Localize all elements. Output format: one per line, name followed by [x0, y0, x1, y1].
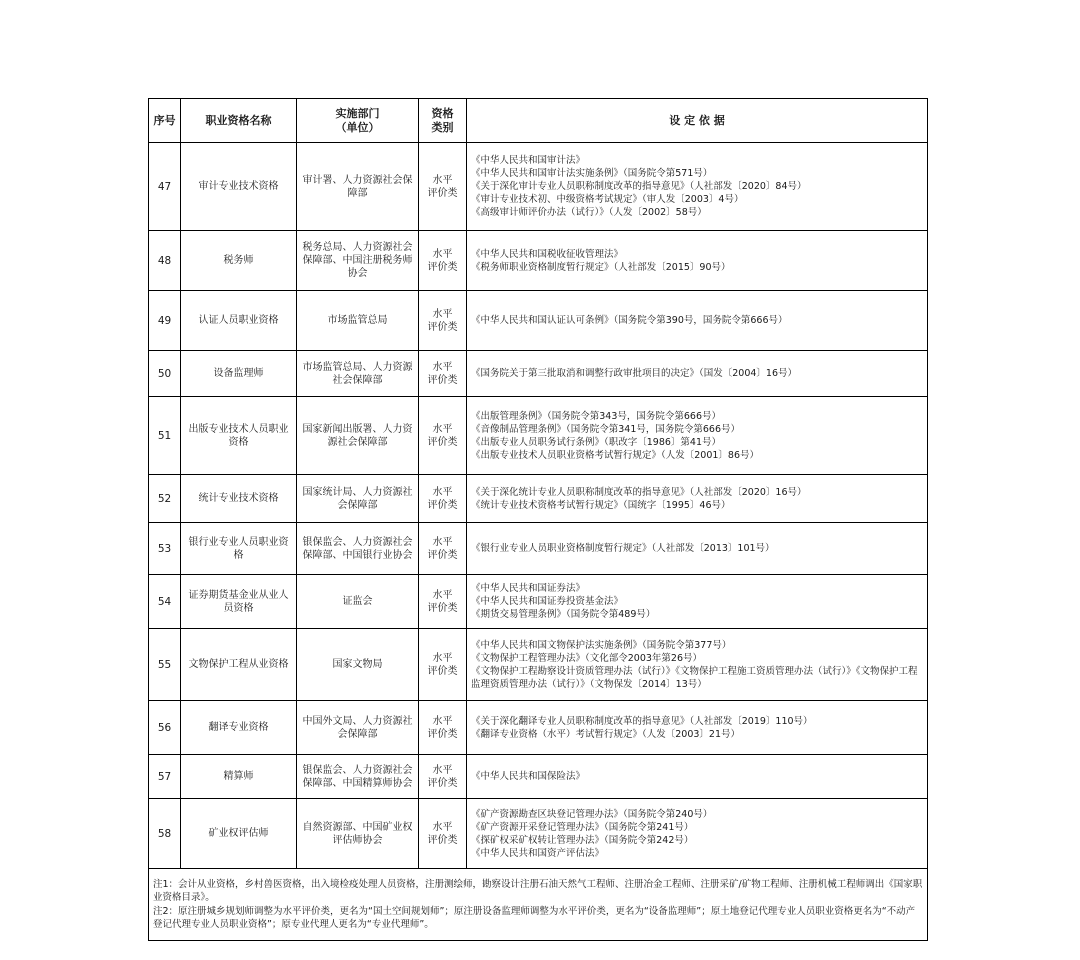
- table-row: [149, 475, 928, 523]
- notes-cell: [149, 869, 928, 941]
- basis-line: 《关于深化统计专业人员职称制度改革的指导意见》（人社部发〔2020〕16号）: [471, 486, 807, 498]
- note-2: 注2：原注册城乡规划师调整为水平评价类，更名为“国土空间规划师”；原注册设备监理师调整为水平评价类，更名为“设备监理师”；原土地登记代理专业人员职业资格更名为“不动产登记代理专业人员职业资格”；原专业代理人更名为“专业代理师”。: [153, 905, 916, 930]
- header-basis: 设 定 依 据: [467, 99, 928, 143]
- legal-basis: [467, 231, 928, 291]
- implementing-dept: 国家文物局: [297, 629, 419, 701]
- basis-line: 《国务院关于第三批取消和调整行政审批项目的决定》（国发〔2004〕16号）: [471, 368, 798, 379]
- header-index: 序号: [149, 99, 181, 143]
- table-row: [149, 291, 928, 351]
- qualification-name: 设备监理师: [181, 351, 297, 397]
- implementing-dept: 市场监管总局: [297, 291, 419, 351]
- legal-basis: [467, 523, 928, 575]
- basis-line: 《银行业专业人员职业资格制度暂行规定》（人社部发〔2013〕101号）: [471, 543, 775, 554]
- legal-basis: [467, 475, 928, 523]
- legal-basis: [467, 629, 928, 701]
- basis-line: 《中华人民共和国资产评估法》: [471, 847, 605, 859]
- table-row: [149, 629, 928, 701]
- table-row: [149, 755, 928, 799]
- qualification-type: 水平 评价类: [419, 799, 467, 869]
- implementing-dept: 市场监管总局、人力资源社会保障部: [297, 351, 419, 397]
- row-index: 57: [149, 755, 181, 799]
- qualification-type: 水平 评价类: [419, 231, 467, 291]
- qualification-name: 翻译专业资格: [181, 701, 297, 755]
- implementing-dept: 自然资源部、中国矿业权评估师协会: [297, 799, 419, 869]
- basis-line: 《中华人民共和国证券法》: [471, 583, 586, 594]
- basis-line: 《出版专业人员职务试行条例》（职改字〔1986〕第41号）: [471, 436, 722, 448]
- basis-line: 《中华人民共和国税收征收管理法》: [471, 248, 624, 260]
- implementing-dept: 银保监会、人力资源社会保障部、中国精算师协会: [297, 755, 419, 799]
- qualification-name: 矿业权评估师: [181, 799, 297, 869]
- row-index: 56: [149, 701, 181, 755]
- implementing-dept: 税务总局、人力资源社会保障部、中国注册税务师协会: [297, 231, 419, 291]
- basis-line: 《文物保护工程管理办法》（文化部令2003年第26号）: [471, 652, 703, 664]
- basis-line: 《中华人民共和国审计法》: [471, 155, 586, 166]
- qualification-type: 水平 评价类: [419, 397, 467, 475]
- table-row: [149, 397, 928, 475]
- qualification-type: 水平 评价类: [419, 755, 467, 799]
- basis-line: 《关于深化翻译专业人员职称制度改革的指导意见》（人社部发〔2019〕110号）: [471, 715, 813, 727]
- legal-basis: [467, 575, 928, 629]
- qualification-name: 文物保护工程从业资格: [181, 629, 297, 701]
- table-row: [149, 143, 928, 231]
- basis-line: 《矿产资源开采登记管理办法》（国务院令第241号）: [471, 821, 694, 833]
- header-type: 资格 类别: [419, 99, 467, 143]
- implementing-dept: 国家新闻出版署、人力资源社会保障部: [297, 397, 419, 475]
- row-index: 58: [149, 799, 181, 869]
- basis-line: 《探矿权采矿权转让管理办法》（国务院令第242号）: [471, 834, 694, 846]
- table-row: [149, 575, 928, 629]
- row-index: 49: [149, 291, 181, 351]
- qualification-name: 审计专业技术资格: [181, 143, 297, 231]
- header-name: 职业资格名称: [181, 99, 297, 143]
- row-index: 47: [149, 143, 181, 231]
- qualification-type: 水平 评价类: [419, 629, 467, 701]
- row-index: 50: [149, 351, 181, 397]
- row-index: 48: [149, 231, 181, 291]
- table-row: [149, 231, 928, 291]
- qualification-type: 水平 评价类: [419, 523, 467, 575]
- implementing-dept: 国家统计局、人力资源社会保障部: [297, 475, 419, 523]
- legal-basis: [467, 351, 928, 397]
- legal-basis: [467, 291, 928, 351]
- legal-basis: [467, 755, 928, 799]
- qualification-type: 水平 评价类: [419, 475, 467, 523]
- legal-basis: [467, 397, 928, 475]
- table-row: [149, 701, 928, 755]
- basis-line: 《出版专业技术人员职业资格考试暂行规定》（人发〔2001〕86号）: [471, 449, 760, 461]
- implementing-dept: 审计署、人力资源社会保障部: [297, 143, 419, 231]
- basis-line: 《中华人民共和国文物保护法实施条例》（国务院令第377号）: [471, 639, 732, 651]
- qualification-table: [148, 98, 928, 941]
- note-1: 注1：会计从业资格，乡村兽医资格，出入境检疫处理人员资格，注册测绘师，勘察设计注册石油天然气工程师、注册冶金工程师、注册采矿/矿物工程师、注册机械工程师调出《国家职业资格目录》。: [153, 878, 923, 903]
- legal-basis: [467, 701, 928, 755]
- table-row: [149, 351, 928, 397]
- row-index: 55: [149, 629, 181, 701]
- basis-line: 《中华人民共和国证券投资基金法》: [471, 596, 624, 607]
- basis-line: 《期货交易管理条例》（国务院令第489号）: [471, 609, 656, 620]
- basis-line: 《统计专业技术资格考试暂行规定》（国统字〔1995〕46号）: [471, 499, 731, 511]
- basis-line: 《文物保护工程勘察设计资质管理办法（试行）》《文物保护工程施工资质管理办法（试行）》《文物保护工程监理资质管理办法（试行）》（文物保发〔2014〕13号）: [471, 665, 918, 690]
- qualification-type: 水平 评价类: [419, 701, 467, 755]
- implementing-dept: 银保监会、人力资源社会保障部、中国银行业协会: [297, 523, 419, 575]
- basis-line: 《关于深化审计专业人员职称制度改革的指导意见》（人社部发〔2020〕84号）: [471, 181, 807, 192]
- basis-line: 《审计专业技术初、中级资格考试规定》（审人发〔2003〕4号）: [471, 194, 744, 205]
- basis-line: 《中华人民共和国保险法》: [471, 771, 586, 782]
- basis-line: 《矿产资源勘查区块登记管理办法》（国务院令第240号）: [471, 808, 713, 820]
- basis-line: 《高级审计师评价办法（试行）》（人发〔2002〕58号）: [471, 207, 707, 218]
- qualification-type: 水平 评价类: [419, 351, 467, 397]
- qualification-name: 证券期货基金业从业人员资格: [181, 575, 297, 629]
- row-index: 51: [149, 397, 181, 475]
- header-row: [149, 99, 928, 143]
- notes-row: [149, 869, 928, 941]
- row-index: 54: [149, 575, 181, 629]
- basis-line: 《中华人民共和国认证认可条例》（国务院令第390号，国务院令第666号）: [471, 315, 788, 326]
- qualification-type: 水平 评价类: [419, 291, 467, 351]
- header-dept: 实施部门 （单位）: [297, 99, 419, 143]
- basis-line: 《翻译专业资格（水平）考试暂行规定》（人发〔2003〕21号）: [471, 728, 741, 740]
- qualification-name: 认证人员职业资格: [181, 291, 297, 351]
- basis-line: 《出版管理条例》（国务院令第343号，国务院令第666号）: [471, 410, 722, 422]
- table-row: [149, 523, 928, 575]
- qualification-name: 统计专业技术资格: [181, 475, 297, 523]
- qualification-type: 水平 评价类: [419, 575, 467, 629]
- qualification-name: 银行业专业人员职业资格: [181, 523, 297, 575]
- basis-line: 《音像制品管理条例》（国务院令第341号，国务院令第666号）: [471, 423, 741, 435]
- qualification-type: 水平 评价类: [419, 143, 467, 231]
- implementing-dept: 中国外文局、人力资源社会保障部: [297, 701, 419, 755]
- table-row: [149, 799, 928, 869]
- row-index: 53: [149, 523, 181, 575]
- qualification-name: 税务师: [181, 231, 297, 291]
- qualification-name: 出版专业技术人员职业资格: [181, 397, 297, 475]
- implementing-dept: 证监会: [297, 575, 419, 629]
- row-index: 52: [149, 475, 181, 523]
- qualification-name: 精算师: [181, 755, 297, 799]
- basis-line: 《中华人民共和国审计法实施条例》（国务院令第571号）: [471, 168, 713, 179]
- legal-basis: [467, 143, 928, 231]
- basis-line: 《税务师职业资格制度暂行规定》（人社部发〔2015〕90号）: [471, 261, 731, 273]
- legal-basis: [467, 799, 928, 869]
